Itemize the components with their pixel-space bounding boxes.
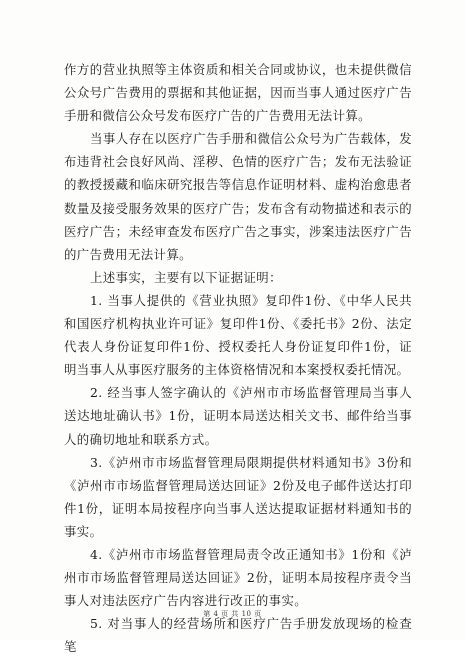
paragraph-2: 当事人存在以医疗广告手册和微信公众号为广告载体，发布违背社会良好风尚、淫秽、色情的医疗广告；发布无法验证的教授援藏和临床研究报告等信息作证明材料、虚构治愈患者数量及接受服务效果的医疗广告；发布含有动物描述和表示的医疗广告；未经审查发布医疗广告之事实，涉案违法医疗广告的广告费用无法计算。 — [64, 131, 412, 262]
paragraph-1: 作方的营业执照等主体资质和相关合同或协议，也未提供微信公众号广告费用的票据和其他证据，因而当事人通过医疗广告手册和微信公众号发布医疗广告的广告费用无法计算。 — [64, 62, 412, 124]
paragraph-4: 1. 当事人提供的《营业执照》复印件1份、《中华人民共和国医疗机构执业许可证》复印件1份、《委托书》2份、法定代表人身份证复印件1份、授权委托人身份证复印件1份，证明当事人从事医疗服务的主体资格情况和本案授权委托情况。 — [64, 292, 412, 378]
page-number-footer: 第 4 页 共 10 页 — [203, 610, 262, 618]
document-body — [64, 58, 412, 658]
paragraph-5: 2. 经当事人签字确认的《泸州市市场监督管理局当事人送达地址确认书》1份，证明本局送达相关文书、邮件给当事人的确切地址和联系方式。 — [64, 385, 412, 447]
paragraph-3: 上述事实，主要有以下证据证明： — [90, 269, 282, 285]
paragraph-7: 4.《泸州市市场监督管理局责令改正通知书》1份和《泸州市市场监督管理局送达回证》2份，证明本局按程序责令当事人对违法医疗广告内容进行改正的事实。 — [64, 546, 412, 609]
paragraph-8: 5. 对当事人的经营场所和医疗广告手册发放现场的检查笔 — [64, 616, 412, 655]
paragraph-6: 3.《泸州市市场监督管理局限期提供材料通知书》3份和《泸州市市场监督管理局送达回证》2份及电子邮件送达打印件1份，证明本局按程序向当事人送达提取证据材料通知书的事实。 — [64, 454, 412, 539]
